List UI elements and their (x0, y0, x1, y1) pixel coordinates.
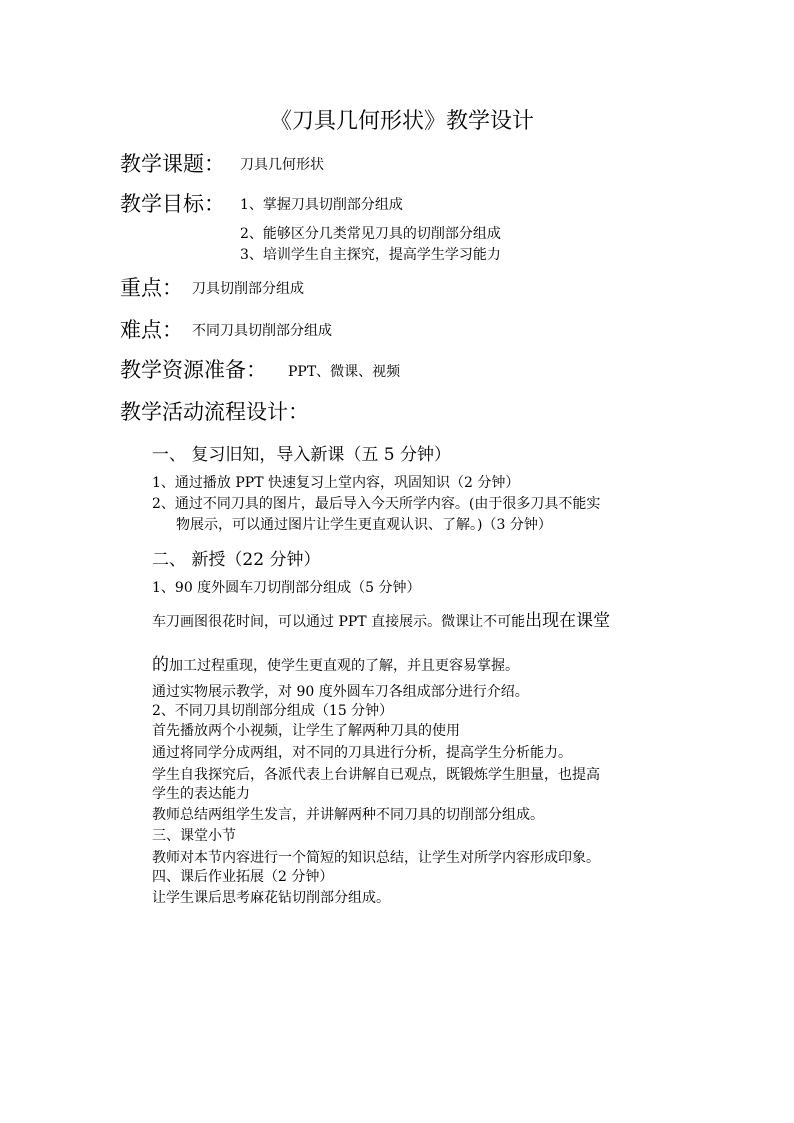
course-value: 刀具几何形状 (240, 157, 324, 173)
paragraph-line: 教师对本节内容进行一个简短的知识总结，让学生对所学内容形成印象。 (152, 850, 600, 866)
key-point-value: 刀具切削部分组成 (192, 281, 304, 297)
list-item: 2、通过不同刀具的图片，最后导入今天所学内容。(由于很多刀具不能实 (152, 496, 601, 512)
list-item-continuation: 物展示，可以通过图片让学生更直观认识、了解。)（3 分钟） (176, 517, 552, 533)
paragraph-line: 首先播放两个小视频，让学生了解两种刀具的使用 (152, 723, 460, 739)
subsection-heading: 2、不同刀具切削部分组成（15 分钟） (152, 703, 394, 719)
objective-item: 2、能够区分几类常见刀具的切削部分组成 (240, 226, 501, 242)
paragraph-text-emphasis: 的 (152, 655, 169, 675)
paragraph-text: 车刀画图很花时间，可以通过 PPT 直接展示。微课让不可能 (152, 614, 526, 630)
list-item: 1、通过播放 PPT 快速复习上堂内容，巩固知识（2 分钟） (152, 475, 520, 491)
objective-item: 1、掌握刀具切削部分组成 (240, 197, 403, 213)
paragraph-line (152, 650, 519, 675)
paragraph-line: 通过将同学分成两组，对不同的刀具进行分析，提高学生分析能力。 (152, 745, 572, 761)
section-heading: 四、课后作业拓展（2 分钟） (152, 869, 334, 885)
paragraph-line: 教师总结两组学生发言，并讲解两种不同刀具的切削部分组成。 (152, 807, 544, 823)
section-heading: 二、 新授（22 分钟） (152, 550, 321, 570)
resources-label: 教学资源准备： (120, 358, 267, 382)
subsection-heading: 1、90 度外圆车刀切削部分组成（5 分钟） (152, 580, 421, 596)
paragraph-text-emphasis: 出现在课堂 (525, 611, 611, 631)
paragraph-line (152, 606, 610, 631)
key-point-label: 重点： (120, 276, 183, 300)
document-title: 《刀具几何形状》教学设计 (270, 109, 535, 134)
paragraph-line: 学生的表达能力 (152, 786, 250, 802)
objectives-label: 教学目标： (120, 192, 225, 216)
section-heading: 一、 复习旧知，导入新课（五 5 分钟） (152, 445, 452, 465)
paragraph-line: 学生自我探究后，各派代表上台讲解自已观点，既锻炼学生胆量，也提高 (152, 767, 600, 783)
resources-value: PPT、微课、视频 (288, 364, 401, 380)
paragraph-line: 通过实物展示教学，对 90 度外圆车刀各组成部分进行介绍。 (152, 684, 529, 700)
difficulty-value: 不同刀具切削部分组成 (192, 323, 332, 339)
course-label: 教学课题： (120, 152, 225, 176)
difficulty-label: 难点： (120, 318, 183, 342)
objective-item: 3、培训学生自主探究，提高学生学习能力 (240, 247, 501, 263)
paragraph-text: 加工过程重现，使学生更直观的了解，并且更容易掌握。 (169, 658, 519, 674)
paragraph-line: 让学生课后思考麻花钻切削部分组成。 (152, 890, 390, 906)
section-heading: 三、课堂小节 (152, 828, 236, 844)
flow-heading: 教学活动流程设计： (120, 400, 309, 424)
